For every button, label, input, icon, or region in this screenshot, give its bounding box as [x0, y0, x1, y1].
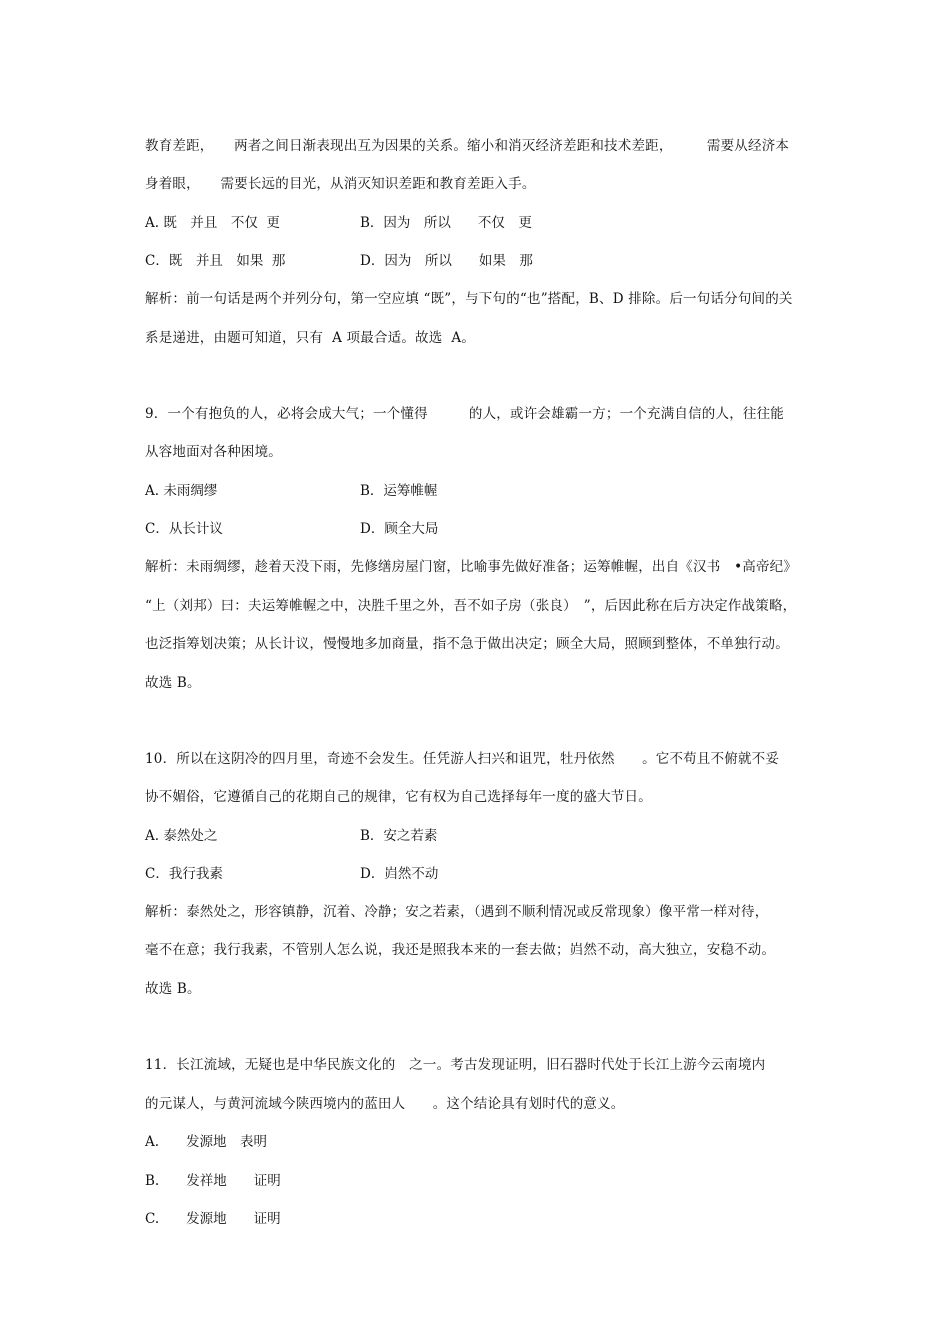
q9-option-d: D．顾全大局	[360, 521, 439, 537]
q9-analysis-line-4: 故选 B。	[145, 675, 201, 691]
q11-stem-line-1: 11．长江流域，无疑也是中华民族文化的 之一。考古发现证明，旧石器时代处于长江上游今云南境内	[145, 1057, 766, 1073]
q9-stem-line-1: 9．一个有抱负的人，必将会成大气；一个懂得 的人，或许会雄霸一方；一个充满自信的人，往往能	[145, 406, 784, 422]
q9-analysis-line-1: 解析：未雨绸缪，趁着天没下雨，先修缮房屋门窗，比喻事先做好准备；运筹帷幄，出自《汉书 •高帝纪》	[145, 559, 798, 575]
q10-option-a: A. 泰然处之	[145, 828, 218, 844]
q10-stem-line-1: 10．所以在这阴冷的四月里，奇迹不会发生。任凭游人扫兴和诅咒，牡丹依然 。它不苟且不俯就不妥	[145, 751, 780, 767]
q11-stem-line-2: 的元谋人，与黄河流域今陕西境内的蓝田人 。这个结论具有划时代的意义。	[145, 1096, 625, 1112]
q10-analysis-line-1: 解析：泰然处之，形容镇静，沉着、冷静；安之若素，（遇到不顺利情况或反常现象）像平常一样对待，	[145, 904, 769, 920]
q10-stem-line-2: 协不媚俗，它遵循自己的花期自己的规律，它有权为自己选择每年一度的盛大节日。	[145, 789, 652, 805]
q8-analysis-line-2: 系是递进，由题可知道，只有 A 项最合适。故选 A。	[145, 330, 476, 346]
q9-option-a: A. 未雨绸缪	[145, 483, 218, 499]
q8-option-d: D．因为 所以 如果 那	[360, 253, 533, 269]
q9-analysis-line-2: “上（刘邦）曰：夫运筹帷幄之中，决胜千里之外，吾不如子房（张良） ”，后因此称在后方决定作战策略，	[145, 598, 797, 614]
q11-option-c: C. 发源地 证明	[145, 1211, 281, 1227]
q8-analysis-line-1: 解析：前一句话是两个并列分句，第一空应填 “既”，与下句的“也”搭配，B、D 排除。后一句话分句间的关	[145, 291, 793, 307]
q10-option-b: B．安之若素	[360, 828, 438, 844]
q9-analysis-line-3: 也泛指筹划决策；从长计议，慢慢地多加商量，指不急于做出决定；顾全大局，照顾到整体，不单独行动。	[145, 636, 789, 652]
q10-option-c: C．我行我素	[145, 866, 223, 882]
q8-option-a: A. 既 并且 不仅 更	[145, 215, 280, 231]
q8-stem-line-2: 身着眼， 需要长远的目光，从消灭知识差距和教育差距入手。	[145, 176, 536, 192]
q8-option-c: C．既 并且 如果 那	[145, 253, 286, 269]
q10-analysis-line-3: 故选 B。	[145, 981, 201, 997]
q8-stem-line-1: 教育差距， 两者之间日渐表现出互为因果的关系。缩小和消灭经济差距和技术差距， 需要从经济本	[145, 138, 790, 154]
q11-option-a: A. 发源地 表明	[145, 1134, 268, 1150]
q9-option-b: B．运筹帷幄	[360, 483, 438, 499]
q9-option-c: C．从长计议	[145, 521, 223, 537]
q10-option-d: D．岿然不动	[360, 866, 439, 882]
q9-stem-line-2: 从容地面对各种困境。	[145, 444, 282, 460]
q11-option-b: B. 发祥地 证明	[145, 1173, 281, 1189]
q8-option-b: B．因为 所以 不仅 更	[360, 215, 532, 231]
q10-analysis-line-2: 毫不在意；我行我素，不管别人怎么说，我还是照我本来的一套去做；岿然不动，高大独立，安稳不动。	[145, 942, 776, 958]
